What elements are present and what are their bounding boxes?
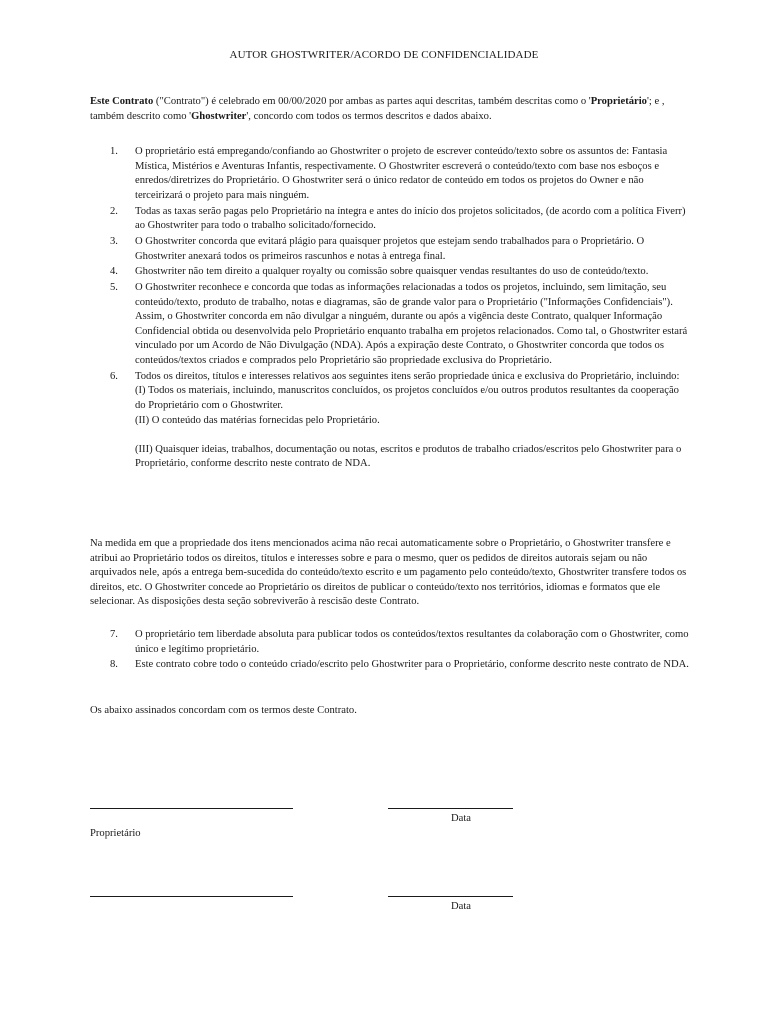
owner-label: Proprietário (90, 828, 141, 839)
clause-item-6 (90, 370, 690, 472)
clause-number: 7. (110, 629, 118, 640)
spacer (135, 428, 690, 443)
clause-item (90, 265, 690, 280)
clause-number: 6. (110, 370, 118, 382)
clause-item (90, 205, 690, 234)
middle-paragraph: Na medida em que a propriedade dos itens mencionados acima não recai automaticamente sobre o Proprietário, o Ghostwriter transfere e atribui ao Proprietário todos os direitos, títulos e interesses sobre e para o mesmo, quer os pedidos de direitos autorais sejam ou não arquivados nele, após a entrega bem-sucedida do conteúdo/texto escrito e um pagamento pelo conteúdo/texto, Ghostwriter transfere todos os direitos, etc. O Ghostwriter concede ao Proprietário os direitos de publicar o conteúdo/texto nos territórios, idiomas e formatos que ele selecionar. As disposições desta seção sobreviverão à rescisão deste Contrato. (90, 538, 687, 608)
clause-6-sub-3: (III) Quaisquer ideias, trabalhos, documentação ou notas, escritos e produtos de trabalho criados/escritos pelo Ghostwriter para o Proprietário, conforme descrito neste contrato de NDA. (135, 443, 682, 470)
clause-6-sub-1: (I) Todos os materiais, incluindo, manuscritos concluídos, os projetos concluídos e/ou outros produtos resultantes da cooperação do Proprietário com o Ghostwriter. (135, 385, 679, 412)
clause-text: Todos os direitos, títulos e interesses relativos aos seguintes itens serão propriedade única e exclusiva do Proprietário, incluindo: (135, 370, 680, 382)
clause-number: 8. (110, 659, 118, 671)
date-label-2: Data (451, 901, 471, 912)
clause-item (90, 658, 690, 673)
clause-number: 3. (110, 235, 118, 247)
clause-number: 2. (110, 205, 118, 217)
ghostwriter-signature-line (90, 896, 293, 897)
clause-text: Ghostwriter não tem direito a qualquer royalty ou comissão sobre quaisquer vendas resultantes do uso de conteúdo/texto. (135, 266, 649, 278)
clause-text: O proprietário está empregando/confiando ao Ghostwriter o projeto de escrever conteúdo/texto sobre os assuntos de: Fantasia Mística, Mistérios e Aventuras Infantis, respectivamente. O Ghostwriter escreverá o conteúdo/texto com base nos esboços e enredos/diretrizes do Proprietário. O Ghostwriter será o único redator de conteúdo em todos os projetos do Owner e não terceirizará o projeto para mais ninguém. (135, 146, 668, 201)
date-label-1: Data (451, 813, 471, 824)
clause-item (90, 145, 690, 203)
clause-list-b (90, 628, 690, 674)
document-title: AUTOR GHOSTWRITER/ACORDO DE CONFIDENCIALIDADE (229, 49, 539, 61)
clause-text: Todas as taxas serão pagas pelo Proprietário na íntegra e antes do início dos projetos solicitados, (de acordo com a política Fiverr) ao Ghostwriter para todo o trabalho solicitado/fornecido. (135, 205, 686, 232)
clause-number: 5. (110, 282, 118, 294)
clause-number: 4. (110, 266, 118, 278)
clause-item (90, 235, 690, 264)
clause-text: O proprietário tem liberdade absoluta para publicar todos os conteúdos/textos resultantes da colaboração com o Ghostwriter, como único e legítimo proprietário. (135, 629, 689, 655)
date-line-1 (388, 808, 513, 809)
clause-list-a (90, 145, 690, 473)
clause-number: 1. (110, 146, 118, 157)
intro-bold-contract: Este Contrato (90, 96, 154, 107)
intro-paragraph (90, 95, 690, 124)
clause-item (90, 628, 690, 657)
intro-bold-ghostwriter: Ghostwriter (191, 110, 247, 122)
intro-text-1: ("Contrato") é celebrado em 00/00/2020 por ambas as partes aqui descritas, também descritas como o ' (153, 96, 591, 107)
owner-signature-line (90, 808, 293, 809)
clause-text: O Ghostwriter reconhece e concorda que todas as informações relacionadas a todos os projetos, incluindo, sem limitação, seu conteúdo/texto, produto de trabalho, notas e diagramas, são de grande valor para o Proprietário ("Informações Confidenciais"). Assim, o Ghostwriter concorda em não divulgar a ninguém, durante ou após a vigência deste Contrato, qualquer Informação Confidencial obtida ou desenvolvida pelo Proprietário enquanto trabalha em projetos relacionados. Como tal, o Ghostwriter estará vinculado por um Acordo de Não Divulgação (NDA). Após a expiração deste Contrato, o Ghostwriter concorda que todos os conteúdos/textos criados e comprados pelo Proprietário são propriedade exclusiva do Proprietário. (135, 282, 688, 367)
intro-text-2: '; e , também descrito como ' (90, 96, 665, 122)
clause-text: O Ghostwriter concorda que evitará plágio para quaisquer projetos que estejam sendo trabalhados para o Proprietário. O Ghostwriter anexará todos os primeiros rascunhos e notas à entrega final. (135, 235, 645, 262)
clause-text: Este contrato cobre todo o conteúdo criado/escrito pelo Ghostwriter para o Proprietário, conforme descrito neste contrato de NDA. (135, 659, 689, 671)
intro-text-3: ', concordo com todos os termos descritos e dados abaixo. (246, 110, 492, 122)
clause-item (90, 281, 690, 369)
clause-6-sub-2: (II) O conteúdo das matérias fornecidas pelo Proprietário. (135, 414, 380, 426)
date-line-2 (388, 896, 513, 897)
intro-bold-owner: Proprietário (590, 96, 647, 107)
agreement-statement: Os abaixo assinados concordam com os termos deste Contrato. (90, 705, 357, 716)
